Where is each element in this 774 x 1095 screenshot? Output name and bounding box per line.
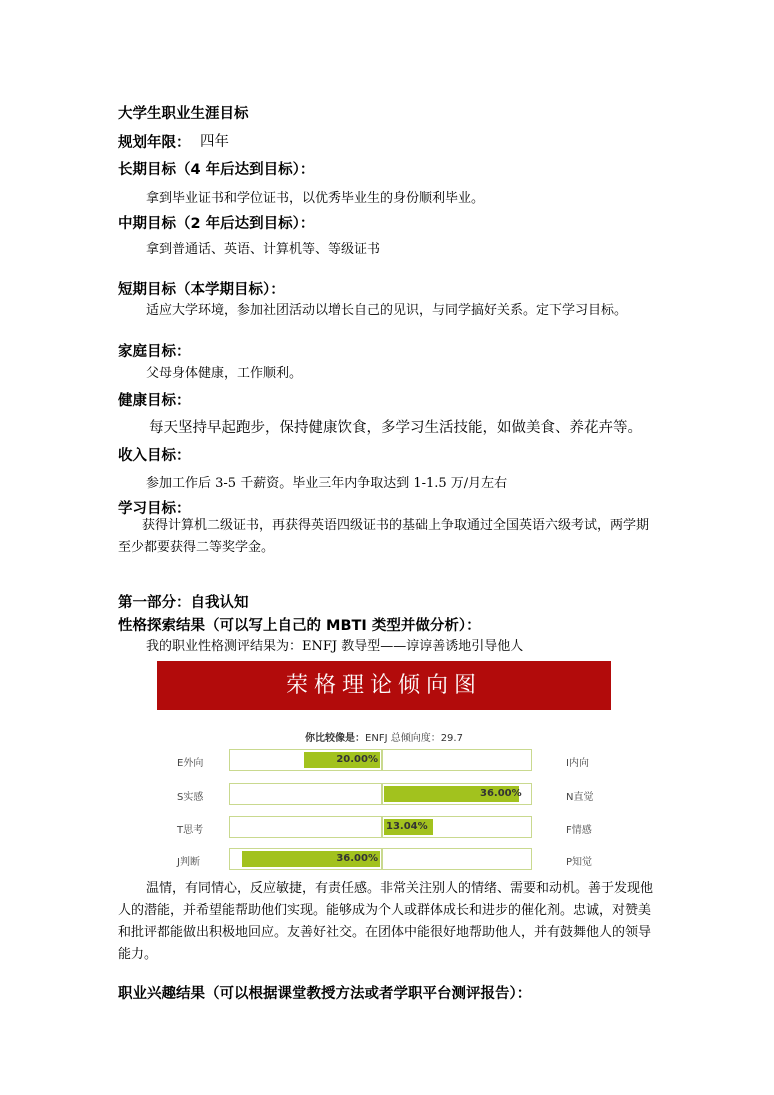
health-text: 每天坚持早起跑步，保持健康饮食，多学习生活技能，如做美食、养花卉等。	[149, 420, 642, 436]
trait-value-label: 13.04%	[386, 821, 428, 832]
trait-left-label: S实感	[177, 792, 204, 803]
trait-left-label: E外向	[177, 758, 204, 769]
trait-left-box	[229, 848, 382, 870]
trait-left-box	[229, 749, 382, 771]
plan-value: 四年	[200, 134, 229, 150]
trait-right-box	[382, 816, 532, 838]
chart-summary-value: ENFJ 总倾向度：29.7	[365, 733, 463, 744]
interest-heading: 职业兴趣结果（可以根据课堂教授方法或者学职平台测评报告）：	[118, 986, 532, 1002]
trait-value-label: 36.00%	[336, 853, 378, 864]
plan-label: 规划年限：	[118, 135, 191, 151]
trait-left-label: J判断	[177, 857, 200, 868]
part1-heading: 第一部分：自我认知	[118, 595, 249, 611]
long-term-heading: 长期目标（4 年后达到目标）：	[118, 162, 315, 178]
personality-analysis: 温情，有同情心，反应敏捷，有责任感。非常关注别人的情绪、需要和动机。善于发现他人的潜能，并希望能帮助他们实现。能够成为个人或群体成长和进步的催化剂。忠诚，对赞美和批评都能做出积极地回应。友善好社交。在团体中能很好地帮助他人，并有鼓舞他人的领导能力。	[118, 881, 654, 962]
mid-term-heading: 中期目标（2 年后达到目标）：	[118, 216, 315, 232]
trait-left-box	[229, 816, 382, 838]
trait-value-label: 20.00%	[336, 754, 378, 765]
page-title: 大学生职业生涯目标	[118, 106, 249, 122]
income-heading: 收入目标：	[118, 448, 191, 464]
family-text: 父母身体健康，工作顺利。	[146, 366, 303, 381]
trait-right-box	[382, 783, 532, 805]
trait-left-label: T思考	[177, 825, 204, 836]
chart-banner	[157, 661, 611, 710]
income-text: 参加工作后 3-5 千薪资。毕业三年内争取达到 1-1.5 万/月左右	[146, 476, 508, 491]
family-heading: 家庭目标：	[118, 344, 191, 360]
trait-right-label: P知觉	[566, 857, 593, 868]
long-term-text: 拿到毕业证书和学位证书，以优秀毕业生的身份顺利毕业。	[146, 191, 485, 206]
short-term-text: 适应大学环境，参加社团活动以增长自己的见识，与同学搞好关系。定下学习目标。	[146, 303, 628, 318]
study-heading: 学习目标：	[118, 501, 191, 517]
trait-right-label: F情感	[566, 825, 592, 836]
short-term-heading: 短期目标（本学期目标）：	[118, 282, 285, 298]
trait-right-box	[382, 749, 532, 771]
chart-title: 荣格理论倾向图	[285, 673, 482, 698]
study-text: 获得计算机二级证书，再获得英语四级证书的基础上争取通过全国英语六级考试，两学期至少都要获得二等奖学金。	[118, 518, 650, 555]
personality-heading: 性格探索结果（可以写上自己的 MBTI 类型并做分析）：	[118, 618, 481, 634]
chart-summary-label: 你比较像是：	[305, 733, 366, 744]
trait-right-label: N直觉	[566, 792, 594, 803]
trait-value-label: 36.00%	[480, 788, 522, 799]
mid-term-text: 拿到普通话、英语、计算机等、等级证书	[146, 242, 381, 257]
trait-right-box	[382, 848, 532, 870]
personality-result: 我的职业性格测评结果为：ENFJ 教导型——谆谆善诱地引导他人	[146, 639, 524, 654]
health-heading: 健康目标：	[118, 393, 191, 409]
chart-summary	[157, 729, 611, 744]
trait-left-box	[229, 783, 382, 805]
trait-right-label: I内向	[566, 758, 589, 769]
